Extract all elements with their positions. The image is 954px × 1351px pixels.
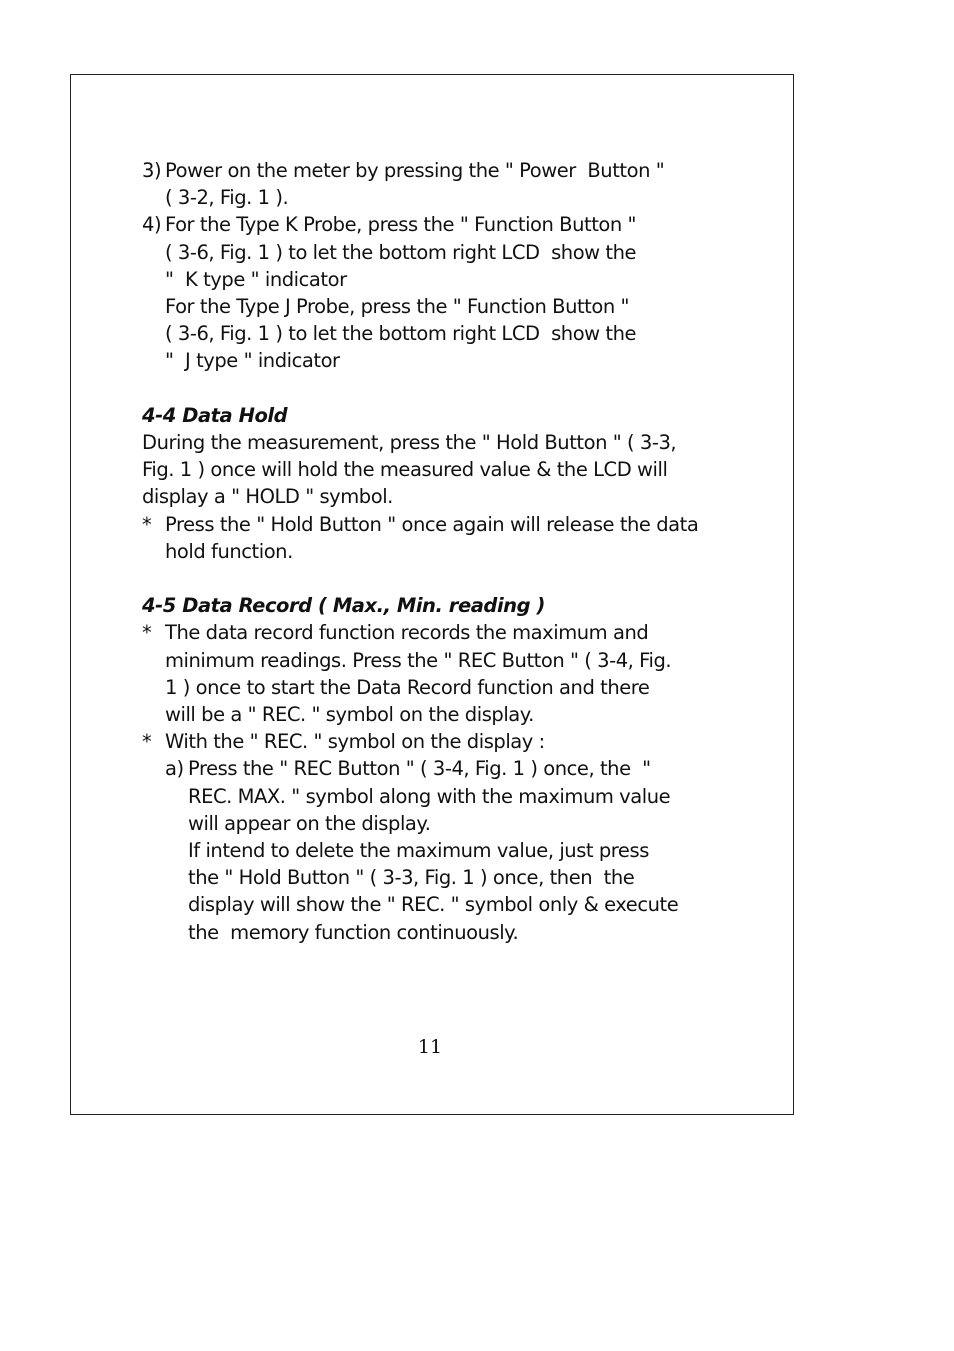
data-hold-note-line: hold function. xyxy=(165,539,293,563)
data-hold-body-line: display a " HOLD " symbol. xyxy=(142,485,393,509)
data-hold-body-line: During the measurement, press the " Hold Button " ( 3-3, xyxy=(142,431,677,455)
sub-a-line: Press the " REC Button " ( 3-4, Fig. 1 ) once, the " xyxy=(188,757,651,781)
sub-a-line: If intend to delete the maximum value, just press xyxy=(188,839,649,863)
step-4-line: ( 3-6, Fig. 1 ) to let the bottom right LCD show the xyxy=(165,322,637,346)
sub-a-line: will appear on the display. xyxy=(188,811,431,835)
bullet-asterisk: * xyxy=(142,512,152,536)
step-4-line: " J type " indicator xyxy=(165,349,340,373)
data-record-sub-a xyxy=(165,755,742,945)
data-hold-body-line: Fig. 1 ) once will hold the measured value & the LCD will xyxy=(142,458,668,482)
data-record-bullet-2-line: With the " REC. " symbol on the display : xyxy=(165,730,545,754)
data-record-bullet-2 xyxy=(142,728,742,946)
page-number: 11 xyxy=(417,1036,443,1058)
data-record-bullet-1-line: The data record function records the maximum and xyxy=(165,621,649,645)
data-hold-note-line: Press the " Hold Button " once again will release the data xyxy=(165,512,699,536)
step-4-line: ( 3-6, Fig. 1 ) to let the bottom right LCD show the xyxy=(165,240,637,264)
sub-a-line: display will show the " REC. " symbol only & execute xyxy=(188,893,679,917)
section-heading-data-hold: 4-4 Data Hold xyxy=(142,403,288,427)
data-record-bullet-1 xyxy=(142,619,742,728)
data-hold-note xyxy=(142,511,742,565)
step-4-line: For the Type J Probe, press the " Function Button " xyxy=(165,295,630,319)
spacer xyxy=(142,375,742,402)
step-3-line: Power on the meter by pressing the " Power Button " xyxy=(165,159,665,182)
bullet-asterisk: * xyxy=(142,730,152,754)
sub-a-line: the memory function continuously. xyxy=(188,920,519,944)
data-record-bullet-1-line: minimum readings. Press the " REC Button " ( 3-4, Fig. xyxy=(165,648,672,672)
step-3-line: ( 3-2, Fig. 1 ). xyxy=(165,186,289,210)
data-record-bullet-1-line: will be a " REC. " symbol on the display. xyxy=(165,703,534,727)
step-4-number: 4) xyxy=(142,213,162,237)
section-heading-data-record: 4-5 Data Record ( Max., Min. reading ) xyxy=(142,594,545,618)
step-4-line: " K type " indicator xyxy=(165,267,347,291)
step-3-number: 3) xyxy=(142,159,162,182)
manual-content xyxy=(142,157,742,946)
sub-a-line: the " Hold Button " ( 3-3, Fig. 1 ) once, then the xyxy=(188,866,635,890)
step-3 xyxy=(142,157,742,211)
bullet-asterisk: * xyxy=(142,621,152,645)
step-4-line: For the Type K Probe, press the " Function Button " xyxy=(165,213,637,237)
spacer xyxy=(142,565,742,592)
sub-a-line: REC. MAX. " symbol along with the maximum value xyxy=(188,784,671,808)
step-4 xyxy=(142,211,742,374)
sub-a-number: a) xyxy=(165,757,184,781)
data-record-bullet-1-line: 1 ) once to start the Data Record function and there xyxy=(165,675,650,699)
